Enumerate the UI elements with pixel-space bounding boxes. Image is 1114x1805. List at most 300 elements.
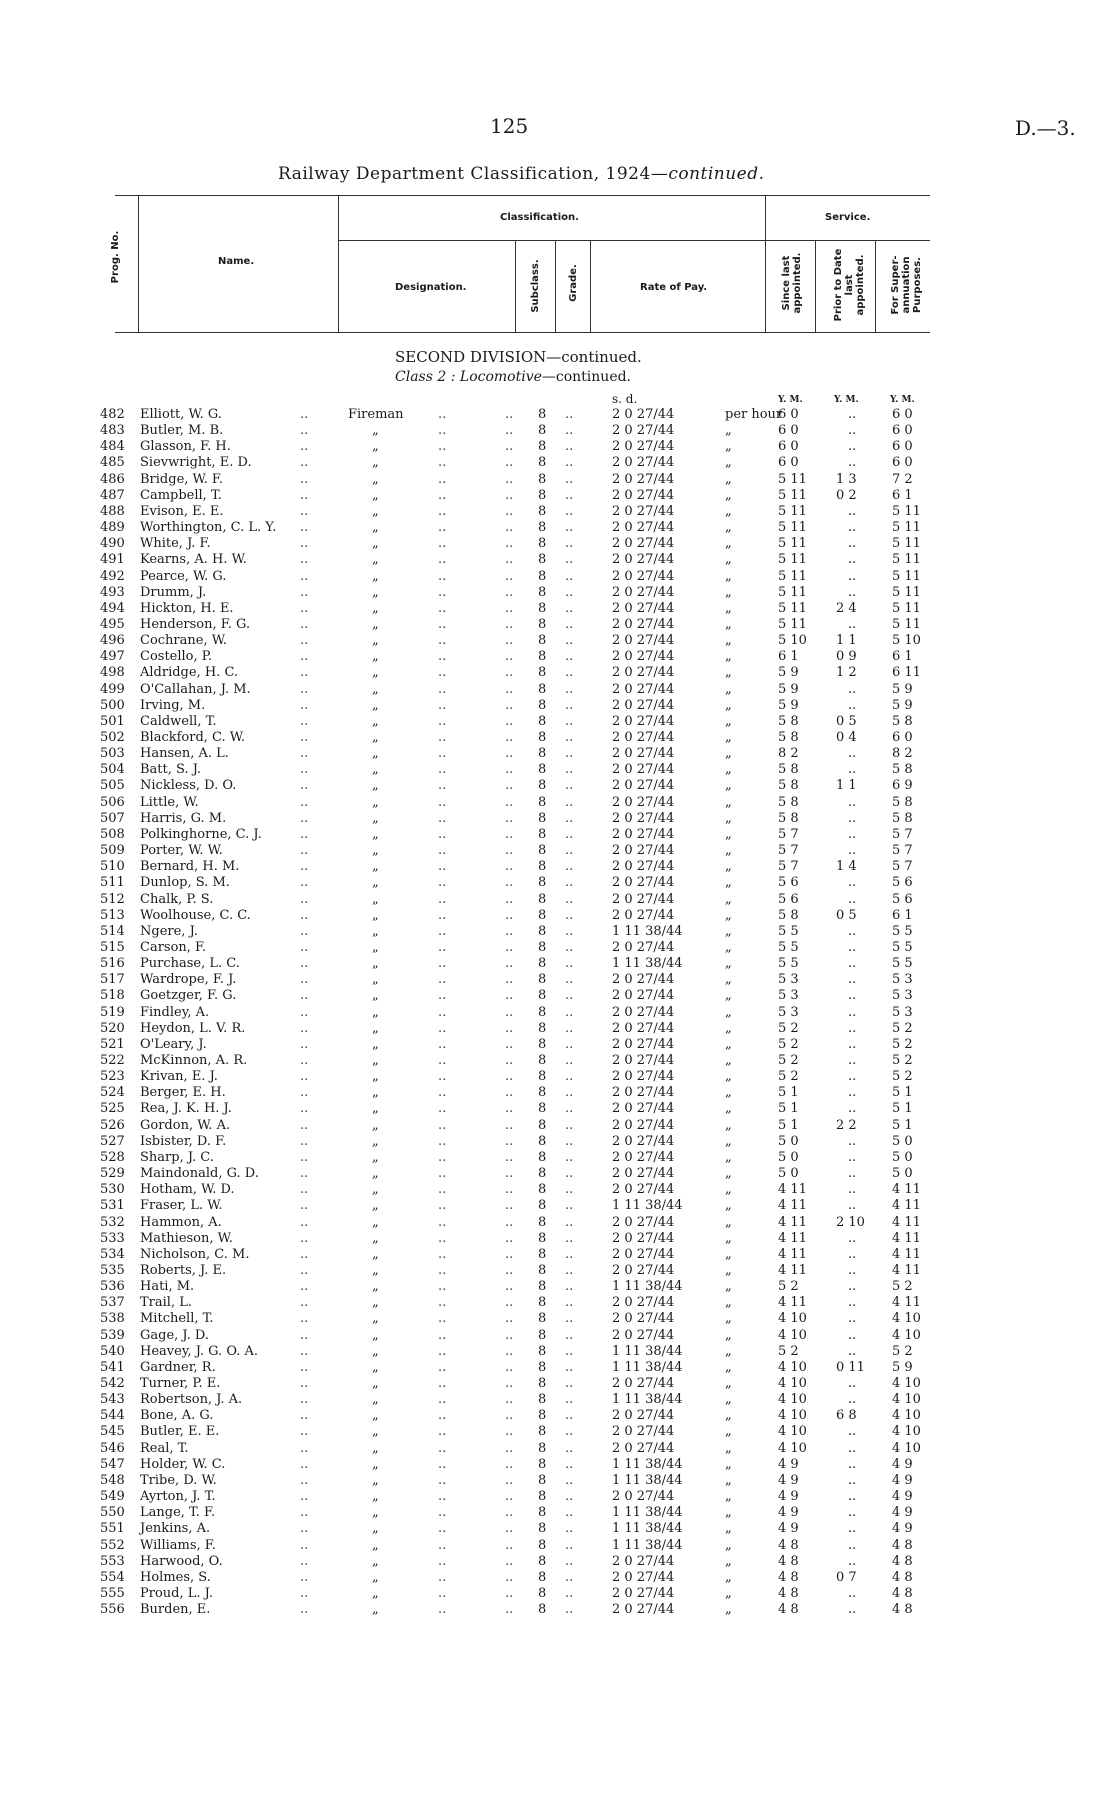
row-service-superannuation: 5 1 [892,1085,913,1101]
row-leader-dots: .. [300,568,309,584]
row-service-since-last: 6 0 [778,407,799,422]
table-row [0,892,1000,908]
row-service-prior: .. [848,1392,857,1408]
row-service-superannuation: 4 8 [892,1553,913,1569]
row-rate-unit: „ [725,1214,732,1230]
row-leader-dots: .. [505,697,514,713]
row-service-superannuation: 5 9 [892,697,913,713]
row-designation: „ [372,891,379,907]
row-leader-dots: .. [505,1230,514,1246]
row-leader-dots: .. [505,859,514,875]
row-rate-unit: „ [725,1392,732,1408]
row-name: Gordon, W. A. [140,1117,231,1133]
row-service-since-last: 5 11 [778,616,807,632]
row-name: Sharp, J. C. [140,1149,214,1165]
row-leader-dots: .. [438,794,447,810]
row-leader-dots: .. [438,1569,447,1585]
row-leader-dots: .. [565,455,574,471]
row-leader-dots: .. [438,1246,447,1262]
row-prog-no: 498 [100,665,125,681]
row-designation: „ [372,1133,379,1149]
row-prog-no: 530 [100,1182,125,1198]
row-designation: „ [372,503,379,519]
row-leader-dots: .. [300,1182,309,1198]
row-designation: „ [372,1085,379,1101]
row-leader-dots: .. [438,1149,447,1165]
row-prog-no: 509 [100,843,125,859]
row-leader-dots: .. [438,1359,447,1375]
row-leader-dots: .. [505,907,514,923]
table-row [0,1473,1000,1489]
row-name: McKinnon, A. R. [140,1053,248,1068]
col-header-prior-to-date: Prior to Date last appointed. [833,248,866,322]
row-name: Hammon, A. [140,1214,222,1230]
row-leader-dots: .. [438,810,447,826]
row-service-prior: 0 4 [836,730,857,745]
row-leader-dots: .. [505,1214,514,1230]
row-prog-no: 552 [100,1537,125,1553]
row-leader-dots: .. [565,503,574,519]
row-service-prior: .. [848,1456,857,1472]
row-leader-dots: .. [438,536,447,552]
row-service-prior: .. [848,1472,857,1488]
row-name: Chalk, P. S. [140,891,214,907]
row-service-prior: .. [848,1230,857,1246]
row-service-since-last: 5 11 [778,600,807,616]
row-subclass: 8 [538,1230,547,1246]
row-leader-dots: .. [565,843,574,859]
row-leader-dots: .. [565,520,574,536]
row-subclass: 8 [538,665,547,681]
row-leader-dots: .. [505,1311,514,1327]
row-subclass: 8 [538,1214,547,1230]
row-service-prior: .. [848,1505,857,1521]
row-designation: „ [372,956,379,972]
row-rate-of-pay: 2 0 27/44 [612,778,675,794]
row-service-prior: .. [848,439,857,455]
row-prog-no: 550 [100,1505,125,1521]
row-rate-unit: „ [725,1085,732,1101]
row-name: Gage, J. D. [140,1327,209,1343]
row-rate-unit: „ [725,439,732,455]
row-prog-no: 514 [100,923,125,939]
row-service-prior: .. [848,810,857,826]
row-leader-dots: .. [565,972,574,988]
row-prog-no: 520 [100,1020,125,1036]
table-row [0,1150,1000,1166]
row-service-prior: .. [848,681,857,697]
row-leader-dots: .. [438,1489,447,1505]
col-header-since-last-appointed: Since last appointed. [781,252,803,314]
units-years-months-since: Y. M. [778,395,803,405]
row-leader-dots: .. [438,1262,447,1278]
row-rate-of-pay: 1 11 38/44 [612,1521,683,1537]
row-leader-dots: .. [300,1376,309,1391]
row-service-superannuation: 4 10 [892,1327,921,1343]
table-row [0,1215,1000,1231]
row-rate-unit: „ [725,665,732,681]
row-prog-no: 493 [100,584,125,600]
row-designation: „ [372,633,379,649]
row-rate-of-pay: 2 0 27/44 [612,762,675,778]
row-leader-dots: .. [300,1537,309,1553]
row-rate-of-pay: 2 0 27/44 [612,1553,675,1569]
row-rate-of-pay: 2 0 27/44 [612,1424,675,1440]
row-leader-dots: .. [438,939,447,955]
table-row [0,1005,1000,1021]
row-service-prior: .. [848,1069,857,1085]
row-leader-dots: .. [438,1053,447,1068]
row-service-prior: .. [848,423,857,439]
row-leader-dots: .. [300,1020,309,1036]
row-leader-dots: .. [438,1537,447,1553]
row-leader-dots: .. [505,762,514,778]
row-leader-dots: .. [300,1117,309,1133]
row-name: O'Leary, J. [140,1036,207,1052]
row-leader-dots: .. [505,423,514,439]
table-row [0,407,1000,423]
row-rate-unit: „ [725,1585,732,1601]
row-rate-of-pay: 2 0 27/44 [612,633,675,649]
table-row [0,827,1000,843]
row-service-superannuation: 5 9 [892,1359,913,1375]
row-leader-dots: .. [565,1376,574,1391]
row-leader-dots: .. [300,1456,309,1472]
row-prog-no: 531 [100,1198,125,1214]
row-rate-unit: per hour [725,407,783,422]
row-designation: „ [372,1262,379,1278]
table-row [0,1441,1000,1457]
table-row [0,1053,1000,1069]
row-rate-unit: „ [725,1408,732,1424]
row-leader-dots: .. [565,471,574,487]
row-leader-dots: .. [438,1036,447,1052]
row-service-superannuation: 5 8 [892,762,913,778]
row-leader-dots: .. [505,1489,514,1505]
row-rate-of-pay: 2 0 27/44 [612,407,675,422]
row-service-superannuation: 6 0 [892,730,913,745]
row-leader-dots: .. [438,1376,447,1391]
row-service-superannuation: 5 11 [892,503,921,519]
col-header-grade: Grade. [568,264,579,302]
row-leader-dots: .. [565,423,574,439]
table-row [0,972,1000,988]
row-rate-of-pay: 1 11 38/44 [612,923,683,939]
col-divider-prior [875,240,876,332]
row-service-prior: .. [848,843,857,859]
row-service-superannuation: 4 10 [892,1424,921,1440]
row-rate-of-pay: 2 0 27/44 [612,697,675,713]
table-row [0,1134,1000,1150]
row-service-superannuation: 4 10 [892,1376,921,1391]
row-designation: „ [372,730,379,745]
row-leader-dots: .. [565,697,574,713]
row-service-superannuation: 5 7 [892,826,913,842]
row-service-prior: .. [848,762,857,778]
table-row [0,1424,1000,1440]
row-leader-dots: .. [300,1085,309,1101]
row-leader-dots: .. [438,1279,447,1295]
col-header-name: Name. [218,256,255,267]
row-designation: „ [372,584,379,600]
row-service-since-last: 6 0 [778,455,799,471]
row-rate-unit: „ [725,1569,732,1585]
row-leader-dots: .. [505,665,514,681]
row-rate-unit: „ [725,1376,732,1391]
row-subclass: 8 [538,891,547,907]
row-name: Sievwright, E. D. [140,455,252,471]
row-rate-of-pay: 2 0 27/44 [612,536,675,552]
row-service-prior: 1 1 [836,633,857,649]
table-row [0,1586,1000,1602]
row-leader-dots: .. [300,859,309,875]
row-subclass: 8 [538,778,547,794]
row-designation: „ [372,552,379,568]
row-leader-dots: .. [565,1408,574,1424]
row-leader-dots: .. [565,1262,574,1278]
row-service-prior: .. [848,616,857,632]
row-name: Costello, P. [140,649,213,665]
row-prog-no: 538 [100,1311,125,1327]
row-prog-no: 535 [100,1262,125,1278]
table-row [0,843,1000,859]
row-leader-dots: .. [505,1295,514,1311]
row-leader-dots: .. [505,503,514,519]
row-service-since-last: 5 8 [778,794,799,810]
row-leader-dots: .. [505,455,514,471]
row-rate-of-pay: 2 0 27/44 [612,713,675,729]
table-row [0,569,1000,585]
row-service-prior: .. [848,826,857,842]
col-divider-grade [590,240,591,332]
row-name: Williams, F. [140,1537,216,1553]
row-leader-dots: .. [438,1166,447,1182]
row-leader-dots: .. [300,1569,309,1585]
row-designation: „ [372,1036,379,1052]
row-rate-of-pay: 2 0 27/44 [612,616,675,632]
row-prog-no: 491 [100,552,125,568]
row-leader-dots: .. [438,1214,447,1230]
table-row [0,940,1000,956]
row-service-superannuation: 6 0 [892,407,913,422]
row-name: Heydon, L. V. R. [140,1020,246,1036]
row-service-since-last: 4 10 [778,1327,807,1343]
row-designation: „ [372,762,379,778]
table-row [0,1295,1000,1311]
row-rate-of-pay: 2 0 27/44 [612,1133,675,1149]
row-service-since-last: 5 3 [778,988,799,1004]
row-rate-of-pay: 2 0 27/44 [612,1440,675,1456]
row-rate-unit: „ [725,616,732,632]
row-leader-dots: .. [565,859,574,875]
table-row [0,1166,1000,1182]
row-leader-dots: .. [438,1085,447,1101]
row-leader-dots: .. [565,1472,574,1488]
row-name: Carson, F. [140,939,207,955]
row-rate-unit: „ [725,649,732,665]
row-service-since-last: 5 0 [778,1166,799,1182]
row-rate-of-pay: 2 0 27/44 [612,988,675,1004]
row-prog-no: 524 [100,1085,125,1101]
row-leader-dots: .. [300,1262,309,1278]
row-leader-dots: .. [565,1166,574,1182]
row-service-superannuation: 4 11 [892,1198,921,1214]
row-leader-dots: .. [505,794,514,810]
row-subclass: 8 [538,956,547,972]
table-row [0,1538,1000,1554]
table-row [0,520,1000,536]
row-leader-dots: .. [300,1004,309,1020]
row-rate-of-pay: 2 0 27/44 [612,1295,675,1311]
row-subclass: 8 [538,633,547,649]
row-service-superannuation: 4 11 [892,1295,921,1311]
row-subclass: 8 [538,1149,547,1165]
row-rate-of-pay: 1 11 38/44 [612,1279,683,1295]
row-subclass: 8 [538,746,547,762]
row-leader-dots: .. [565,1069,574,1085]
row-leader-dots: .. [300,407,309,422]
row-leader-dots: .. [505,1198,514,1214]
row-leader-dots: .. [300,1311,309,1327]
row-leader-dots: .. [505,1569,514,1585]
row-rate-unit: „ [725,633,732,649]
row-name: Mitchell, T. [140,1311,214,1327]
row-leader-dots: .. [505,1505,514,1521]
row-designation: „ [372,713,379,729]
row-leader-dots: .. [565,1456,574,1472]
row-designation: „ [372,1343,379,1359]
page-number: 125 [490,114,529,138]
row-name: Hansen, A. L. [140,746,229,762]
row-leader-dots: .. [565,1585,574,1601]
row-service-since-last: 5 6 [778,891,799,907]
row-name: Purchase, L. C. [140,956,240,972]
table-row [0,1344,1000,1360]
row-rate-unit: „ [725,713,732,729]
table-row [0,1521,1000,1537]
row-rate-of-pay: 2 0 27/44 [612,1569,675,1585]
row-prog-no: 494 [100,600,125,616]
row-rate-unit: „ [725,859,732,875]
row-rate-unit: „ [725,1456,732,1472]
row-rate-unit: „ [725,681,732,697]
row-service-since-last: 5 11 [778,487,807,503]
table-row [0,455,1000,471]
row-rate-of-pay: 2 0 27/44 [612,1182,675,1198]
row-service-since-last: 4 8 [778,1553,799,1569]
row-leader-dots: .. [438,503,447,519]
row-leader-dots: .. [438,455,447,471]
row-subclass: 8 [538,1069,547,1085]
row-leader-dots: .. [438,1198,447,1214]
row-subclass: 8 [538,439,547,455]
row-service-prior: .. [848,1311,857,1327]
row-leader-dots: .. [438,584,447,600]
table-row [0,536,1000,552]
row-leader-dots: .. [505,810,514,826]
row-designation: „ [372,697,379,713]
row-prog-no: 554 [100,1569,125,1585]
row-service-superannuation: 5 2 [892,1343,913,1359]
row-subclass: 8 [538,1343,547,1359]
row-designation: „ [372,1408,379,1424]
row-leader-dots: .. [300,1149,309,1165]
row-designation: „ [372,1537,379,1553]
col-divider-subclass [555,240,556,332]
row-leader-dots: .. [505,681,514,697]
row-leader-dots: .. [565,1392,574,1408]
row-service-superannuation: 5 11 [892,520,921,536]
row-subclass: 8 [538,1133,547,1149]
row-leader-dots: .. [565,1505,574,1521]
row-rate-of-pay: 1 11 38/44 [612,956,683,972]
row-name: Wardrope, F. J. [140,972,237,988]
row-subclass: 8 [538,681,547,697]
row-leader-dots: .. [505,1101,514,1117]
row-designation: „ [372,1214,379,1230]
row-service-since-last: 4 9 [778,1521,799,1537]
row-service-prior: 0 5 [836,907,857,923]
row-leader-dots: .. [565,713,574,729]
row-service-prior: .. [848,1585,857,1601]
row-leader-dots: .. [505,1166,514,1182]
row-service-since-last: 5 9 [778,697,799,713]
row-name: Caldwell, T. [140,713,217,729]
row-prog-no: 518 [100,988,125,1004]
row-leader-dots: .. [505,1585,514,1601]
row-designation: „ [372,1602,379,1618]
row-designation: Fireman [348,407,404,422]
row-leader-dots: .. [565,1133,574,1149]
row-rate-unit: „ [725,1133,732,1149]
row-leader-dots: .. [565,665,574,681]
row-leader-dots: .. [505,939,514,955]
row-name: Ngere, J. [140,923,198,939]
row-leader-dots: .. [505,1392,514,1408]
row-designation: „ [372,1020,379,1036]
row-prog-no: 519 [100,1004,125,1020]
row-leader-dots: .. [505,778,514,794]
row-subclass: 8 [538,859,547,875]
row-leader-dots: .. [565,1230,574,1246]
row-rate-of-pay: 2 0 27/44 [612,520,675,536]
row-leader-dots: .. [565,907,574,923]
row-leader-dots: .. [505,956,514,972]
row-service-superannuation: 8 2 [892,746,913,762]
row-service-superannuation: 5 0 [892,1133,913,1149]
table-row [0,778,1000,794]
row-service-prior: .. [848,875,857,891]
row-leader-dots: .. [438,1004,447,1020]
row-service-prior: 2 4 [836,600,857,616]
row-prog-no: 517 [100,972,125,988]
table-row [0,488,1000,504]
row-leader-dots: .. [505,1521,514,1537]
row-service-since-last: 6 0 [778,439,799,455]
row-name: Drumm, J. [140,584,207,600]
row-service-prior: .. [848,1020,857,1036]
col-divider-name [338,195,339,332]
row-leader-dots: .. [565,1521,574,1537]
row-service-since-last: 4 10 [778,1392,807,1408]
row-service-since-last: 4 9 [778,1489,799,1505]
row-name: Real, T. [140,1440,189,1456]
row-prog-no: 499 [100,681,125,697]
row-rate-unit: „ [725,1505,732,1521]
document-reference: D.—3. [1015,116,1076,140]
row-subclass: 8 [538,568,547,584]
row-service-prior: .. [848,1602,857,1618]
